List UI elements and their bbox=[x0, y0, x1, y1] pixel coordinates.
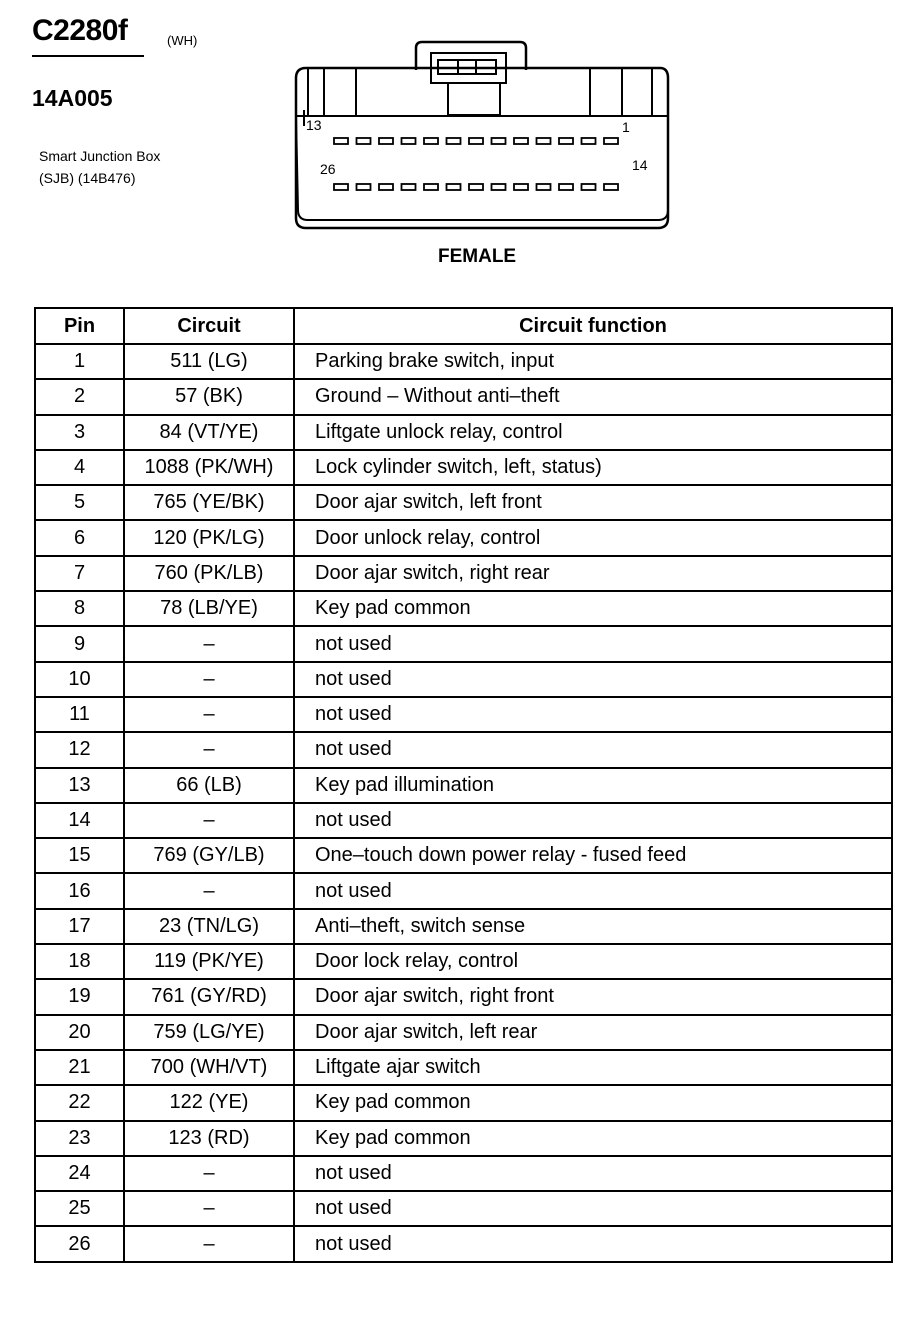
pin-cell: 6 bbox=[35, 520, 124, 555]
pin-label-14: 14 bbox=[632, 157, 648, 173]
table-row bbox=[35, 979, 892, 1014]
function-cell: not used bbox=[294, 1226, 892, 1261]
pin-cavity bbox=[469, 138, 483, 144]
table-row bbox=[35, 873, 892, 908]
pin-cell: 14 bbox=[35, 803, 124, 838]
table-row bbox=[35, 1191, 892, 1226]
function-cell: not used bbox=[294, 697, 892, 732]
circuit-cell: – bbox=[124, 662, 294, 697]
circuit-cell: 765 (YE/BK) bbox=[124, 485, 294, 520]
table-row bbox=[35, 909, 892, 944]
pin-cell: 20 bbox=[35, 1015, 124, 1050]
circuit-cell: – bbox=[124, 1156, 294, 1191]
table-row bbox=[35, 944, 892, 979]
table-row bbox=[35, 520, 892, 555]
function-cell: Door unlock relay, control bbox=[294, 520, 892, 555]
part-number: 14A005 bbox=[32, 85, 113, 111]
pin-cell: 26 bbox=[35, 1226, 124, 1261]
table-row bbox=[35, 556, 892, 591]
circuit-cell: 78 (LB/YE) bbox=[124, 591, 294, 626]
pin-cell: 1 bbox=[35, 344, 124, 379]
connector-color: (WH) bbox=[167, 33, 198, 48]
function-cell: not used bbox=[294, 1191, 892, 1226]
connector-gender-label: FEMALE bbox=[438, 246, 517, 267]
component-description-line2: (SJB) (14B476) bbox=[39, 170, 136, 186]
pin-cell: 11 bbox=[35, 697, 124, 732]
connector-face bbox=[296, 116, 668, 220]
pin-cavity bbox=[537, 138, 551, 144]
function-cell: not used bbox=[294, 732, 892, 767]
pin-cavity bbox=[604, 138, 618, 144]
table-row bbox=[35, 768, 892, 803]
pin-cell: 9 bbox=[35, 626, 124, 661]
function-cell: Key pad common bbox=[294, 591, 892, 626]
column-header-pin: Pin bbox=[35, 308, 124, 344]
pin-cavity bbox=[559, 138, 573, 144]
table-row bbox=[35, 415, 892, 450]
function-cell: Key pad common bbox=[294, 1121, 892, 1156]
connector-latch bbox=[416, 42, 526, 70]
pin-cavity bbox=[469, 184, 483, 190]
table-row bbox=[35, 591, 892, 626]
pin-cavity bbox=[537, 184, 551, 190]
pin-cell: 25 bbox=[35, 1191, 124, 1226]
circuit-cell: 66 (LB) bbox=[124, 768, 294, 803]
table-row bbox=[35, 1085, 892, 1120]
function-cell: Door ajar switch, right rear bbox=[294, 556, 892, 591]
circuit-cell: 761 (GY/RD) bbox=[124, 979, 294, 1014]
pinout-table bbox=[34, 307, 893, 1263]
circuit-cell: 1088 (PK/WH) bbox=[124, 450, 294, 485]
function-cell: Door ajar switch, right front bbox=[294, 979, 892, 1014]
function-cell: Liftgate ajar switch bbox=[294, 1050, 892, 1085]
function-cell: Key pad illumination bbox=[294, 768, 892, 803]
connector-code: C2280f bbox=[32, 14, 128, 47]
pin-cavity bbox=[334, 138, 348, 144]
pin-cell: 24 bbox=[35, 1156, 124, 1191]
pin-cell: 17 bbox=[35, 909, 124, 944]
pin-cavity bbox=[514, 138, 528, 144]
circuit-cell: 57 (BK) bbox=[124, 379, 294, 414]
pin-cell: 3 bbox=[35, 415, 124, 450]
circuit-cell: – bbox=[124, 873, 294, 908]
circuit-cell: 760 (PK/LB) bbox=[124, 556, 294, 591]
function-cell: Key pad common bbox=[294, 1085, 892, 1120]
pin-cell: 22 bbox=[35, 1085, 124, 1120]
pin-cavity bbox=[582, 184, 596, 190]
table-row bbox=[35, 1015, 892, 1050]
latch-base bbox=[448, 83, 500, 115]
pin-cavity bbox=[402, 184, 416, 190]
table-row bbox=[35, 485, 892, 520]
function-cell: Door ajar switch, left front bbox=[294, 485, 892, 520]
pin-cavity bbox=[559, 184, 573, 190]
pin-cell: 21 bbox=[35, 1050, 124, 1085]
pin-label-26: 26 bbox=[320, 161, 336, 177]
table-row bbox=[35, 662, 892, 697]
function-cell: Lock cylinder switch, left, status) bbox=[294, 450, 892, 485]
table-header-row bbox=[35, 308, 892, 344]
component-description-line1: Smart Junction Box bbox=[39, 148, 161, 164]
function-cell: Door ajar switch, left rear bbox=[294, 1015, 892, 1050]
table-row bbox=[35, 732, 892, 767]
table-row bbox=[35, 1156, 892, 1191]
function-cell: not used bbox=[294, 873, 892, 908]
pin-label-1: 1 bbox=[622, 119, 630, 135]
function-cell: not used bbox=[294, 662, 892, 697]
pin-cavity bbox=[379, 184, 393, 190]
function-cell: Door lock relay, control bbox=[294, 944, 892, 979]
table-row bbox=[35, 838, 892, 873]
pin-cell: 16 bbox=[35, 873, 124, 908]
circuit-cell: 123 (RD) bbox=[124, 1121, 294, 1156]
pin-cavity bbox=[334, 184, 348, 190]
circuit-cell: – bbox=[124, 697, 294, 732]
table-row bbox=[35, 697, 892, 732]
pin-cavity bbox=[357, 138, 371, 144]
function-cell: Liftgate unlock relay, control bbox=[294, 415, 892, 450]
table-row bbox=[35, 626, 892, 661]
pin-cavity bbox=[447, 138, 461, 144]
pin-cavity bbox=[402, 138, 416, 144]
table-row bbox=[35, 450, 892, 485]
pin-cavity bbox=[379, 138, 393, 144]
pin-cavity bbox=[424, 184, 438, 190]
function-cell: Parking brake switch, input bbox=[294, 344, 892, 379]
column-header-circuit: Circuit bbox=[124, 308, 294, 344]
pin-cell: 10 bbox=[35, 662, 124, 697]
pin-cell: 7 bbox=[35, 556, 124, 591]
function-cell: Ground – Without anti–theft bbox=[294, 379, 892, 414]
circuit-cell: 700 (WH/VT) bbox=[124, 1050, 294, 1085]
pin-cell: 18 bbox=[35, 944, 124, 979]
circuit-cell: – bbox=[124, 1226, 294, 1261]
function-cell: not used bbox=[294, 626, 892, 661]
circuit-cell: 759 (LG/YE) bbox=[124, 1015, 294, 1050]
table-row bbox=[35, 1226, 892, 1261]
circuit-cell: – bbox=[124, 626, 294, 661]
pin-cavity bbox=[582, 138, 596, 144]
column-header-function: Circuit function bbox=[294, 308, 892, 344]
pin-cavity bbox=[492, 184, 506, 190]
circuit-cell: 122 (YE) bbox=[124, 1085, 294, 1120]
pin-cell: 15 bbox=[35, 838, 124, 873]
connector-body bbox=[296, 68, 668, 228]
table-row bbox=[35, 803, 892, 838]
pin-cell: 4 bbox=[35, 450, 124, 485]
pin-cell: 2 bbox=[35, 379, 124, 414]
pin-cell: 13 bbox=[35, 768, 124, 803]
circuit-cell: 120 (PK/LG) bbox=[124, 520, 294, 555]
function-cell: not used bbox=[294, 803, 892, 838]
pin-label-13: 13 bbox=[306, 117, 322, 133]
pin-cell: 5 bbox=[35, 485, 124, 520]
pin-cavity bbox=[604, 184, 618, 190]
table-row bbox=[35, 379, 892, 414]
circuit-cell: 769 (GY/LB) bbox=[124, 838, 294, 873]
circuit-cell: – bbox=[124, 1191, 294, 1226]
table-row bbox=[35, 1121, 892, 1156]
pin-cell: 12 bbox=[35, 732, 124, 767]
pin-cavity bbox=[447, 184, 461, 190]
circuit-cell: 84 (VT/YE) bbox=[124, 415, 294, 450]
connector-face-diagram bbox=[290, 38, 675, 233]
pin-cavity bbox=[492, 138, 506, 144]
function-cell: One–touch down power relay - fused feed bbox=[294, 838, 892, 873]
table-row bbox=[35, 344, 892, 379]
pin-cell: 19 bbox=[35, 979, 124, 1014]
pin-cavity bbox=[357, 184, 371, 190]
circuit-cell: – bbox=[124, 732, 294, 767]
circuit-cell: – bbox=[124, 803, 294, 838]
connector-code-underline bbox=[32, 55, 144, 57]
pin-cavity bbox=[424, 138, 438, 144]
table-row bbox=[35, 1050, 892, 1085]
pin-cavity bbox=[514, 184, 528, 190]
circuit-cell: 119 (PK/YE) bbox=[124, 944, 294, 979]
circuit-cell: 511 (LG) bbox=[124, 344, 294, 379]
circuit-cell: 23 (TN/LG) bbox=[124, 909, 294, 944]
function-cell: not used bbox=[294, 1156, 892, 1191]
function-cell: Anti–theft, switch sense bbox=[294, 909, 892, 944]
pin-cell: 8 bbox=[35, 591, 124, 626]
pin-cell: 23 bbox=[35, 1121, 124, 1156]
